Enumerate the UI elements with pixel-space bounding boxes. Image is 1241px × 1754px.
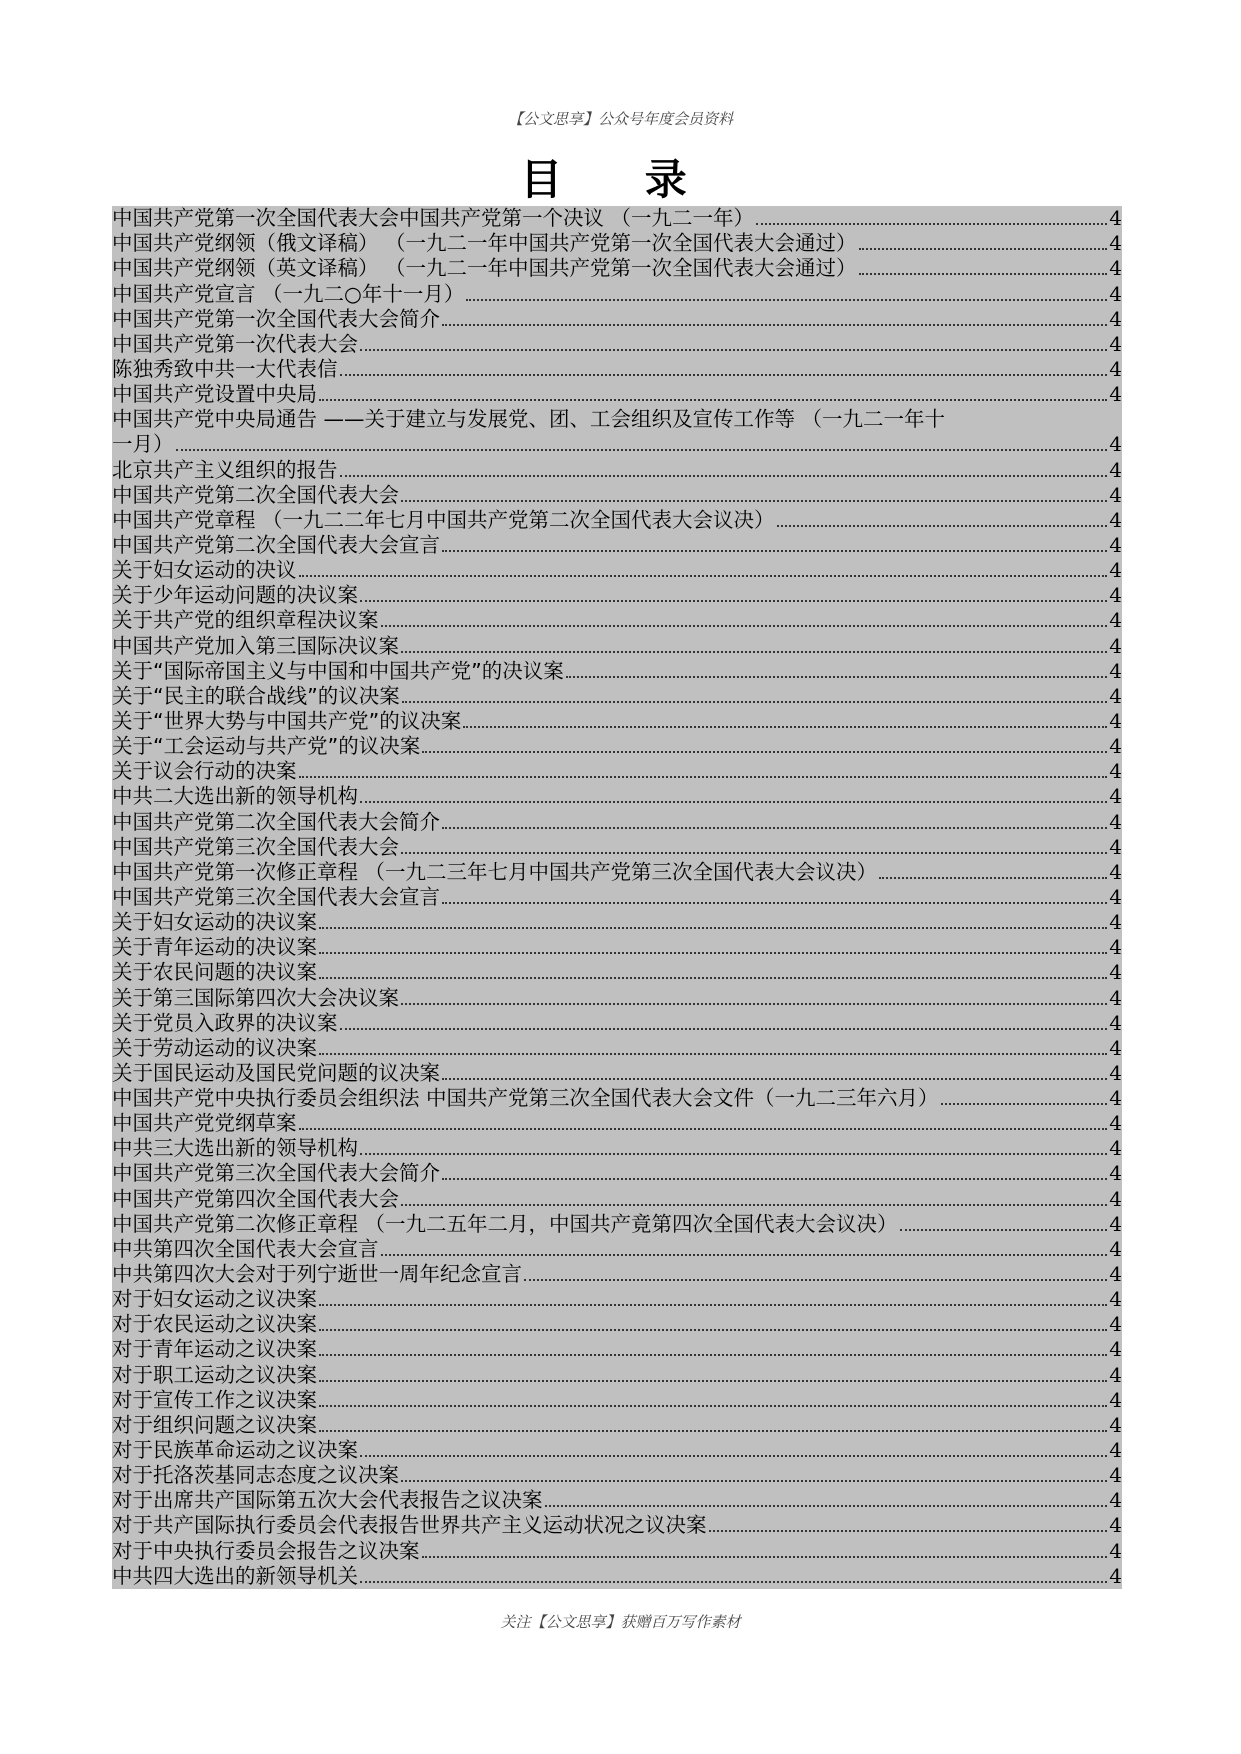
toc-entry-title: 中国共产党设置中央局 bbox=[112, 382, 317, 407]
dot-leader bbox=[422, 1556, 1108, 1558]
toc-page-number: 4 bbox=[1109, 1337, 1122, 1362]
toc-entry-title: 关于妇女运动的决议案 bbox=[112, 910, 317, 935]
toc-page-number: 4 bbox=[1109, 1488, 1122, 1513]
toc-page-number: 4 bbox=[1109, 1362, 1122, 1387]
toc-entry-title: 中国共产党中央局通告 ——关于建立与发展党、团、工会组织及宣传工作等 （一九二一年十 bbox=[112, 407, 946, 432]
dot-leader bbox=[442, 1178, 1107, 1180]
toc-page-number: 4 bbox=[1109, 532, 1122, 557]
toc-page-number: 4 bbox=[1109, 1563, 1122, 1588]
toc-entry-title: 中国共产党党纲草案 bbox=[112, 1111, 297, 1136]
toc-entry[interactable] bbox=[112, 659, 1122, 684]
dot-leader bbox=[319, 1304, 1107, 1306]
toc-entry[interactable] bbox=[112, 1161, 1122, 1186]
dot-leader bbox=[340, 1028, 1108, 1030]
toc-entry[interactable] bbox=[112, 1086, 1122, 1111]
toc-page-number: 4 bbox=[1109, 1538, 1122, 1563]
toc-page-number: 4 bbox=[1109, 683, 1122, 708]
toc-page-number: 4 bbox=[1109, 1035, 1122, 1060]
toc-entry[interactable] bbox=[112, 1488, 1122, 1513]
toc-entry-title: 中国共产党第一次全国代表大会中国共产党第一个决议 （一九二一年） bbox=[112, 206, 755, 231]
dot-leader bbox=[859, 248, 1108, 250]
toc-entry[interactable] bbox=[112, 1212, 1122, 1237]
toc-entry[interactable] bbox=[112, 457, 1122, 482]
toc-page-number: 4 bbox=[1109, 1111, 1122, 1136]
dot-leader bbox=[463, 726, 1107, 728]
dot-leader bbox=[340, 374, 1108, 376]
toc-entry-title: 中共第四次大会对于列宁逝世一周年纪念宣言 bbox=[112, 1262, 522, 1287]
toc-entry[interactable] bbox=[112, 960, 1122, 985]
toc-entry-title: 中国共产党第二次全国代表大会宣言 bbox=[112, 532, 440, 557]
dot-leader bbox=[319, 399, 1107, 401]
dot-leader bbox=[900, 1229, 1108, 1231]
toc-page-number: 4 bbox=[1109, 231, 1122, 256]
dot-leader bbox=[401, 852, 1107, 854]
toc-page-number: 4 bbox=[1109, 1060, 1122, 1085]
dot-leader bbox=[299, 776, 1108, 778]
dot-leader bbox=[401, 1480, 1107, 1482]
dot-leader bbox=[401, 651, 1107, 653]
toc-entry-title: 对于农民运动之议决案 bbox=[112, 1312, 317, 1337]
toc-entry-title: 中共三大选出新的领导机构 bbox=[112, 1136, 358, 1161]
toc-entry-title: 中国共产党第四次全国代表大会 bbox=[112, 1186, 399, 1211]
toc-entry[interactable] bbox=[112, 1061, 1122, 1086]
toc-entry-title: 中国共产党第三次全国代表大会简介 bbox=[112, 1161, 440, 1186]
dot-leader bbox=[360, 801, 1107, 803]
dot-leader bbox=[381, 625, 1108, 627]
dot-leader bbox=[319, 1354, 1107, 1356]
toc-page-number: 4 bbox=[1109, 1211, 1122, 1236]
toc-page-number: 4 bbox=[1109, 1236, 1122, 1261]
toc-title: 目 录 bbox=[520, 155, 721, 204]
toc-entry[interactable] bbox=[112, 256, 1122, 281]
toc-entry-title: 北京共产主义组织的报告 bbox=[112, 457, 338, 482]
toc-entry[interactable] bbox=[112, 1388, 1122, 1413]
toc-entry[interactable] bbox=[112, 910, 1122, 935]
dot-leader bbox=[401, 500, 1107, 502]
toc-entry[interactable] bbox=[112, 1564, 1122, 1589]
toc-page-number: 4 bbox=[1109, 482, 1122, 507]
toc-entry[interactable] bbox=[112, 1463, 1122, 1488]
dot-leader bbox=[319, 1430, 1107, 1432]
toc-entry[interactable] bbox=[112, 1036, 1122, 1061]
dot-leader bbox=[299, 1128, 1108, 1130]
dot-leader bbox=[401, 1003, 1107, 1005]
toc-page-number: 4 bbox=[1109, 457, 1122, 482]
toc-entry-title: 中国共产党第三次全国代表大会宣言 bbox=[112, 884, 440, 909]
dot-leader bbox=[442, 550, 1107, 552]
toc-entry-title: 关于劳动运动的议决案 bbox=[112, 1035, 317, 1060]
toc-page-number: 4 bbox=[1109, 1287, 1122, 1312]
table-of-contents bbox=[112, 206, 1122, 1589]
dot-leader bbox=[442, 902, 1107, 904]
toc-page-number: 4 bbox=[1109, 784, 1122, 809]
toc-entry[interactable] bbox=[112, 508, 1122, 533]
dot-leader bbox=[360, 600, 1107, 602]
toc-page-number: 4 bbox=[1109, 1513, 1122, 1538]
toc-entry[interactable] bbox=[112, 709, 1122, 734]
dot-leader bbox=[401, 1204, 1107, 1206]
toc-entry-title: 中国共产党纲领（英文译稿） （一九二一年中国共产党第一次全国代表大会通过） bbox=[112, 256, 857, 281]
toc-page-number: 4 bbox=[1109, 1086, 1122, 1111]
dot-leader bbox=[466, 299, 1107, 301]
toc-entry[interactable] bbox=[112, 1513, 1122, 1538]
toc-entry-title: 对于妇女运动之议决案 bbox=[112, 1287, 317, 1312]
dot-leader bbox=[442, 324, 1107, 326]
toc-entry-title: 对于中央执行委员会报告之议决案 bbox=[112, 1538, 420, 1563]
toc-page-number: 4 bbox=[1109, 1262, 1122, 1287]
toc-entry-title: 中国共产党第一次全国代表大会简介 bbox=[112, 306, 440, 331]
toc-entry[interactable] bbox=[112, 1186, 1122, 1211]
dot-leader bbox=[319, 1053, 1107, 1055]
dot-leader bbox=[319, 1380, 1107, 1382]
toc-entry-title: 关于第三国际第四次大会决议案 bbox=[112, 985, 399, 1010]
toc-page-number: 4 bbox=[1109, 432, 1122, 457]
toc-entry[interactable] bbox=[112, 1413, 1122, 1438]
toc-entry-title: 中共四大选出的新领导机关 bbox=[112, 1563, 358, 1588]
toc-entry-title: 中国共产党第二次全国代表大会 bbox=[112, 482, 399, 507]
toc-entry[interactable] bbox=[112, 734, 1122, 759]
toc-entry[interactable] bbox=[112, 608, 1122, 633]
toc-page-number: 4 bbox=[1109, 583, 1122, 608]
toc-entry[interactable] bbox=[112, 784, 1122, 809]
toc-page-number: 4 bbox=[1109, 256, 1122, 281]
toc-entry-title: 中共二大选出新的领导机构 bbox=[112, 784, 358, 809]
toc-entry[interactable] bbox=[112, 835, 1122, 860]
toc-entry-title: 对于托洛茨基同志态度之议决案 bbox=[112, 1463, 399, 1488]
toc-entry[interactable] bbox=[112, 231, 1122, 256]
toc-entry-title: 中国共产党第二次修正章程 （一九二五年二月，中国共产竟第四次全国代表大会议决） bbox=[112, 1211, 898, 1236]
page-footer: 关注【公文思享】获赠百万写作素材 bbox=[500, 1613, 741, 1631]
dot-leader bbox=[879, 877, 1107, 879]
toc-page-number: 4 bbox=[1109, 633, 1122, 658]
toc-entry[interactable] bbox=[112, 1538, 1122, 1563]
toc-entry-title: 关于“国际帝国主义与中国和中国共产党”的决议案 bbox=[112, 658, 564, 683]
dot-leader bbox=[524, 1279, 1107, 1281]
dot-leader bbox=[545, 1505, 1108, 1507]
toc-entry[interactable] bbox=[112, 1362, 1122, 1387]
toc-entry[interactable] bbox=[112, 483, 1122, 508]
toc-entry[interactable] bbox=[112, 1438, 1122, 1463]
toc-entry[interactable] bbox=[112, 206, 1122, 231]
dot-leader bbox=[360, 1153, 1107, 1155]
toc-entry-title: 陈独秀致中共一大代表信 bbox=[112, 356, 338, 381]
dot-leader bbox=[299, 575, 1108, 577]
toc-page-number: 4 bbox=[1109, 306, 1122, 331]
toc-page-number: 4 bbox=[1109, 1312, 1122, 1337]
toc-entry[interactable] bbox=[112, 759, 1122, 784]
toc-entry[interactable] bbox=[112, 1011, 1122, 1036]
toc-entry-title: 对于民族革命运动之议决案 bbox=[112, 1438, 358, 1463]
toc-entry-title: 中国共产党中央执行委员会组织法 中国共产党第三次全国代表大会文件（一九二三年六月） bbox=[112, 1086, 939, 1111]
toc-entry-title: 中国共产党第一次修正章程 （一九二三年七月中国共产党第三次全国代表大会议决） bbox=[112, 859, 878, 884]
toc-entry[interactable] bbox=[112, 684, 1122, 709]
toc-entry[interactable] bbox=[112, 558, 1122, 583]
toc-page-number: 4 bbox=[1109, 1438, 1122, 1463]
toc-entry[interactable] bbox=[112, 1337, 1122, 1362]
toc-entry-title: 对于青年运动之议决案 bbox=[112, 1337, 317, 1362]
toc-entry[interactable] bbox=[112, 382, 1122, 407]
toc-entry[interactable] bbox=[112, 307, 1122, 332]
toc-entry-title: 中国共产党纲领（俄文译稿） （一九二一年中国共产党第一次全国代表大会通过） bbox=[112, 231, 857, 256]
dot-leader bbox=[319, 1329, 1107, 1331]
toc-page-number: 4 bbox=[1109, 1010, 1122, 1035]
toc-page-number: 4 bbox=[1109, 708, 1122, 733]
toc-page-number: 4 bbox=[1109, 281, 1122, 306]
dot-leader bbox=[319, 977, 1107, 979]
dot-leader bbox=[381, 1254, 1108, 1256]
toc-entry[interactable] bbox=[112, 1287, 1122, 1312]
dot-leader bbox=[319, 1405, 1107, 1407]
toc-entry-title: 关于青年运动的决议案 bbox=[112, 935, 317, 960]
toc-page-number: 4 bbox=[1109, 884, 1122, 909]
dot-leader bbox=[442, 1078, 1107, 1080]
toc-page-number: 4 bbox=[1109, 1161, 1122, 1186]
toc-entry[interactable] bbox=[112, 357, 1122, 382]
toc-page-number: 4 bbox=[1109, 859, 1122, 884]
toc-entry-title: 关于“工会运动与共产党”的议决案 bbox=[112, 734, 421, 759]
toc-page-number: 4 bbox=[1109, 558, 1122, 583]
toc-entry[interactable] bbox=[112, 860, 1122, 885]
toc-entry-title: 关于议会行动的决案 bbox=[112, 759, 297, 784]
toc-entry-title: 对于职工运动之议决案 bbox=[112, 1362, 317, 1387]
toc-entry[interactable] bbox=[112, 1136, 1122, 1161]
toc-entry[interactable] bbox=[112, 281, 1122, 306]
toc-page-number: 4 bbox=[1109, 834, 1122, 859]
toc-page-number: 4 bbox=[1109, 206, 1122, 231]
toc-entry[interactable] bbox=[112, 935, 1122, 960]
toc-entry[interactable] bbox=[112, 1312, 1122, 1337]
toc-page-number: 4 bbox=[1109, 356, 1122, 381]
dot-leader bbox=[319, 927, 1107, 929]
dot-leader bbox=[422, 751, 1107, 753]
toc-entry[interactable] bbox=[112, 1262, 1122, 1287]
dot-leader bbox=[176, 449, 1108, 451]
toc-entry-title: 对于宣传工作之议决案 bbox=[112, 1387, 317, 1412]
toc-page-number: 4 bbox=[1109, 960, 1122, 985]
toc-entry-title: 中国共产党宣言 （一九二○年十一月） bbox=[112, 281, 465, 306]
toc-entry-title: 关于农民问题的决议案 bbox=[112, 960, 317, 985]
dot-leader bbox=[360, 1581, 1107, 1583]
dot-leader bbox=[319, 952, 1107, 954]
toc-page-number: 4 bbox=[1109, 734, 1122, 759]
dot-leader bbox=[756, 223, 1107, 225]
toc-entry-title: 关于共产党的组织章程决议案 bbox=[112, 608, 379, 633]
dot-leader bbox=[340, 475, 1108, 477]
toc-entry[interactable] bbox=[112, 633, 1122, 658]
toc-entry-title: 中国共产党加入第三国际决议案 bbox=[112, 633, 399, 658]
toc-page-number: 4 bbox=[1109, 331, 1122, 356]
toc-entry-title: 关于“世界大势与中国共产党”的议决案 bbox=[112, 708, 462, 733]
toc-page-number: 4 bbox=[1109, 658, 1122, 683]
dot-leader bbox=[360, 349, 1107, 351]
toc-entry[interactable] bbox=[112, 533, 1122, 558]
toc-page-number: 4 bbox=[1109, 1412, 1122, 1437]
toc-entry-title: 对于共产国际执行委员会代表报告世界共产主义运动状况之议决案 bbox=[112, 1513, 707, 1538]
toc-entry[interactable] bbox=[112, 1111, 1122, 1136]
toc-entry-title: 关于“民主的联合战线”的议决案 bbox=[112, 683, 400, 708]
dot-leader bbox=[859, 273, 1108, 275]
toc-page-number: 4 bbox=[1109, 910, 1122, 935]
toc-entry-title: 关于党员入政界的决议案 bbox=[112, 1010, 338, 1035]
toc-entry-title: 中共第四次全国代表大会宣言 bbox=[112, 1236, 379, 1261]
toc-page-number: 4 bbox=[1109, 935, 1122, 960]
toc-page-number: 4 bbox=[1109, 507, 1122, 532]
toc-entry-title: 对于组织问题之议决案 bbox=[112, 1412, 317, 1437]
toc-entry-title: 关于妇女运动的决议 bbox=[112, 558, 297, 583]
toc-entry-title: 中国共产党章程 （一九二二年七月中国共产党第二次全国代表大会议决） bbox=[112, 507, 775, 532]
toc-page-number: 4 bbox=[1109, 1463, 1122, 1488]
toc-entry[interactable] bbox=[112, 885, 1122, 910]
toc-page-number: 4 bbox=[1109, 985, 1122, 1010]
toc-entry-title-continued: 一月） bbox=[112, 432, 174, 457]
toc-entry-title: 对于出席共产国际第五次大会代表报告之议决案 bbox=[112, 1488, 543, 1513]
toc-page-number: 4 bbox=[1109, 1136, 1122, 1161]
toc-page-number: 4 bbox=[1109, 759, 1122, 784]
toc-page-number: 4 bbox=[1109, 1186, 1122, 1211]
dot-leader bbox=[709, 1530, 1108, 1532]
toc-page-number: 4 bbox=[1109, 1387, 1122, 1412]
toc-page-number: 4 bbox=[1109, 809, 1122, 834]
toc-entry-title: 中国共产党第三次全国代表大会 bbox=[112, 834, 399, 859]
dot-leader bbox=[941, 1103, 1108, 1105]
toc-entry-title: 中国共产党第二次全国代表大会简介 bbox=[112, 809, 440, 834]
page-header: 【公文思享】公众号年度会员资料 bbox=[507, 110, 733, 128]
toc-entry-title: 中国共产党第一次代表大会 bbox=[112, 331, 358, 356]
toc-entry[interactable] bbox=[112, 407, 1122, 457]
dot-leader bbox=[402, 701, 1108, 703]
toc-entry[interactable] bbox=[112, 1237, 1122, 1262]
toc-page-number: 4 bbox=[1109, 608, 1122, 633]
toc-entry[interactable] bbox=[112, 985, 1122, 1010]
toc-entry-title: 关于少年运动问题的决议案 bbox=[112, 583, 358, 608]
toc-entry[interactable] bbox=[112, 332, 1122, 357]
toc-entry[interactable] bbox=[112, 809, 1122, 834]
dot-leader bbox=[360, 1455, 1107, 1457]
dot-leader bbox=[777, 525, 1108, 527]
toc-page-number: 4 bbox=[1109, 382, 1122, 407]
dot-leader bbox=[566, 676, 1108, 678]
toc-entry[interactable] bbox=[112, 583, 1122, 608]
dot-leader bbox=[442, 827, 1107, 829]
toc-entry-title: 关于国民运动及国民党问题的议决案 bbox=[112, 1060, 440, 1085]
